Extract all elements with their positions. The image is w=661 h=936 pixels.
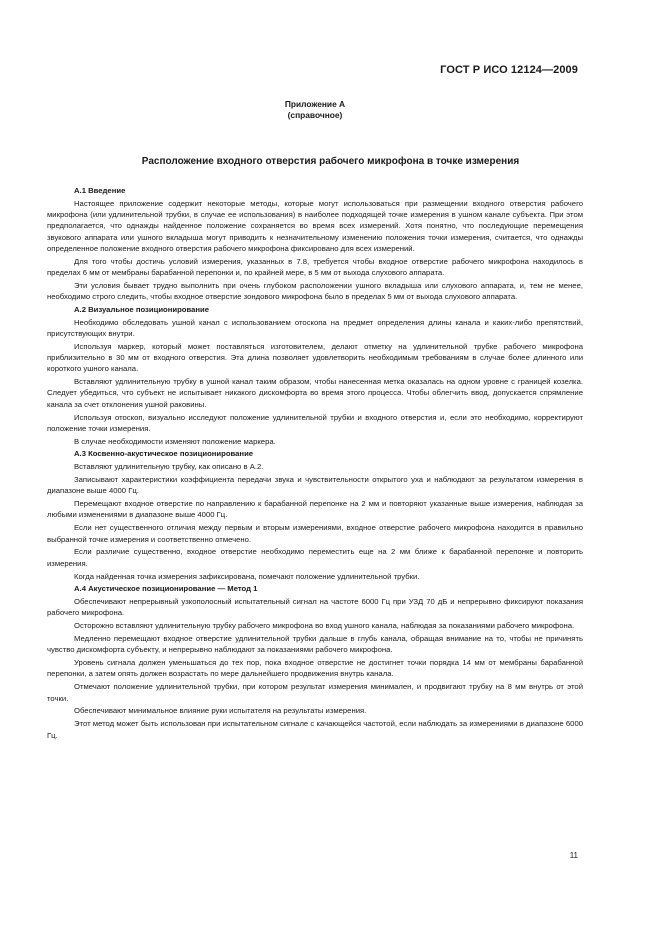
paragraph: Уровень сигнала должен уменьшаться до тех пор, пока входное отверстие не достигнет точки порядка 14 мм от мембраны барабанной перепонки, а затем опять должен возрастать по мере дальнейшего продвижения внутрь канала.: [47, 658, 583, 679]
paragraph: В случае необходимости изменяют положение маркера.: [74, 436, 276, 446]
paragraph: Обеспечивают непрерывный узкополосный испытательный сигнал на частоте 6000 Гц при УЗД 70 дБ и непрерывно фиксируют показания рабочего микрофона.: [47, 597, 583, 618]
paragraph: Если нет существенного отличия между первым и вторым измерениями, входное отверстие рабочего микрофона находится в правильно выбранной точке измерения и соответственно отмечено.: [47, 523, 583, 544]
section-heading-a2: А.2 Визуальное позиционирование: [74, 304, 210, 314]
paragraph: Необходимо обследовать ушной канал с использованием отоскопа на предмет определения длины канала и каких-либо препятствий, присутствующих внутри.: [47, 317, 583, 338]
paragraph: Обеспечивают минимальное влияние руки испытателя на результаты измерения.: [74, 706, 367, 716]
paragraph: Перемещают входное отверстие по направлению к барабанной перепонке на 2 мм и повторяют указанные выше измерения, наблюдая за любыми изменениями в диапазоне выше 4000 Гц.: [47, 499, 583, 520]
paragraph: Вставляют удлинительную трубку, как описано в А.2.: [74, 462, 264, 472]
paragraph: Вставляют удлинительную трубку в ушной канал таким образом, чтобы нанесенная метка оказалась на одном уровне с границей козелка. Следует убедиться, что субъект не испытывает никакого дискомфорта во время этого процесса. Чтобы облегчить ввод, допускается спрямление канала за счет отклонения ушной раковины.: [47, 377, 583, 409]
section-heading-a3: А.3 Косвенно-акустическое позиционирование: [74, 449, 254, 459]
appendix-label: Приложение А: [284, 99, 346, 109]
paragraph: Когда найденная точка измерения зафиксирована, помечают положение удлинительной трубки.: [74, 571, 420, 581]
paragraph: Настоящее приложение содержит некоторые методы, которые могут использоваться при размещении входного отверстия рабочего микрофона (или удлинительной трубки, в случае ее использования) в наиболее подходящей точке измерения в ушном канале субъекта. При этом предполагается, что однажды найденное положение сохраняется во время всех измерений. Хотя понятно, что последующие перемещения звукового аппарата или ушного вкладыша могут приводить к незначительному изменению положения точки измерения, считается, что однажды определенное положение входного отверстия рабочего микрофона фиксировано для всех измерений.: [47, 198, 583, 253]
paragraph: Осторожно вставляют удлинительную трубку рабочего микрофона во вход ушного канала, наблюдая за показаниями рабочего микрофона.: [74, 621, 575, 631]
appendix-title: Расположение входного отверстия рабочего микрофона в точке измерения: [141, 156, 520, 167]
paragraph: Отмечают положение удлинительной трубки, при котором результат измерения минимален, и продвигают трубку на 8 мм внутрь от этой точки.: [47, 682, 583, 703]
paragraph: Используя маркер, который может поставляться изготовителем, делают отметку на удлинительной трубке рабочего микрофона приблизительно в 30 мм от входного отверстия. Эта длина позволяет удовлетворить необходимым требованиям в случае более длинного или короткого ушного канала.: [47, 341, 583, 374]
paragraph: Если различие существенно, входное отверстие необходимо переместить еще на 2 мм ближе к барабанной перепонке и повторить измерения.: [47, 547, 583, 568]
paragraph: Для того чтобы достичь условий измерения, указанных в 7.8, требуется чтобы входное отверстие рабочего микрофона находилось в пределах 6 мм от мембраны барабанной перепонки и, по крайней мере, в 5 мм от выхода слухового аппарата.: [47, 256, 583, 277]
paragraph: Медленно перемещают входное отверстие удлинительной трубки дальше в глубь канала, обращая внимание на то, чтобы не причинять чувство дискомфорта субъекту, и непрерывно наблюдают за показаниями рабочего микрофона.: [47, 634, 583, 655]
paragraph: Эти условия бывает трудно выполнить при очень глубоком расположении ушного вкладыша или слухового аппарата, и, тем не менее, необходимо строго следить, чтобы входное отверстие зондового микрофона было в пределах 5 мм от выхода слухового аппарата.: [47, 280, 583, 302]
paragraph: Используя отоскоп, визуально исследуют положение удлинительной трубки и входного отверстия и, если это необходимо, корректируют положение точки измерения.: [47, 412, 583, 433]
page-number: 11: [569, 851, 578, 860]
paragraph: Этот метод может быть использован при испытательном сигнале с качающейся частотой, если наблюдать за измерениями в диапазоне 6000 Гц.: [47, 719, 583, 740]
standard-number: ГОСТ Р ИСО 12124—2009: [440, 64, 578, 76]
section-heading-a1: А.1 Введение: [74, 186, 126, 195]
section-heading-a4: А.4 Акустическое позиционирование — Метод 1: [74, 584, 258, 594]
document-body: [47, 185, 583, 742]
paragraph: Записывают характеристики коэффициента передачи звука и чувствительности открытого уха и наблюдают за результатом измерения в диапазоне выше 4000 Гц.: [47, 475, 583, 496]
appendix-note: (справочное): [287, 110, 343, 120]
appendix-label-block: [0, 99, 630, 121]
